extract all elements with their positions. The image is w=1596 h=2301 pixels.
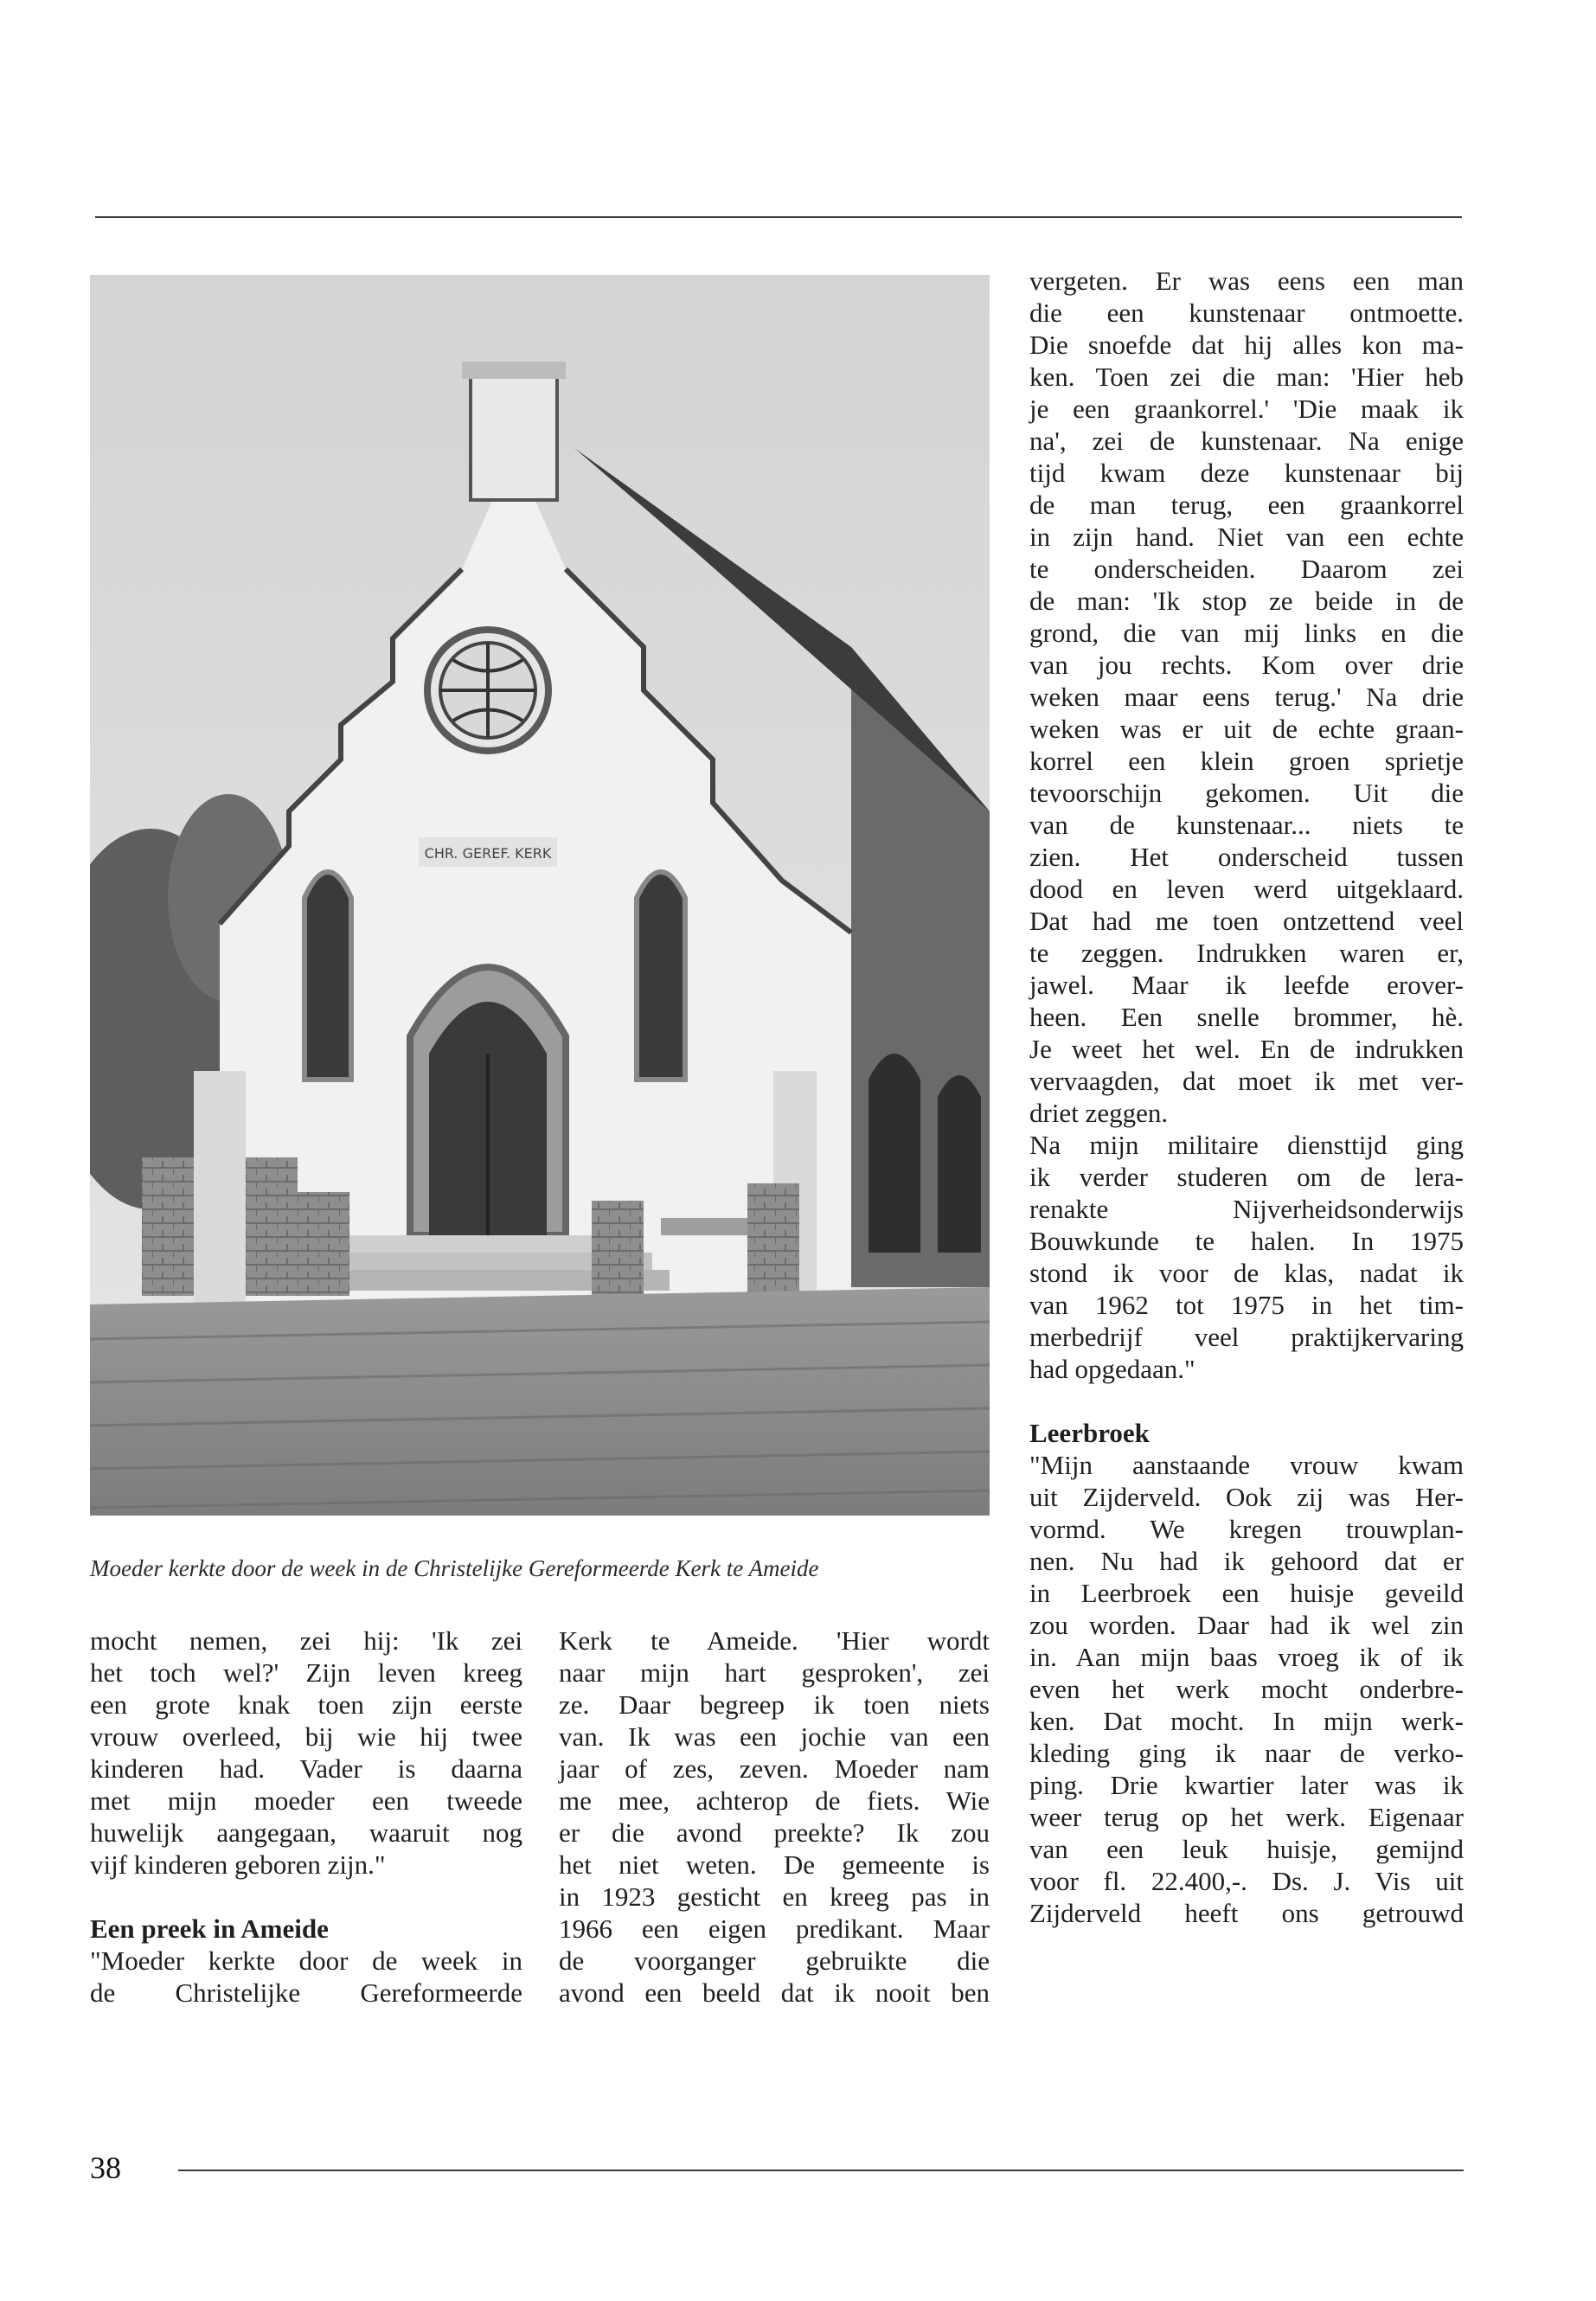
church-photo: [90, 275, 990, 1516]
section-heading-ameide: Een preek in Ameide: [90, 1913, 329, 1944]
text-line: de man terug, een graankorrel: [1029, 490, 1464, 520]
text-line: met mijn moeder een tweede: [90, 1785, 522, 1816]
bottom-rule: [178, 2170, 1464, 2171]
text-line: mocht nemen, zei hij: 'Ik zei: [90, 1625, 522, 1656]
text-line: tijd kwam deze kunstenaar bij: [1029, 458, 1464, 488]
text-line: uit Zijderveld. Ook zij was Her-: [1029, 1482, 1464, 1512]
text-line: in zijn hand. Niet van een echte: [1029, 522, 1464, 552]
text-line: weer terug op het werk. Eigenaar: [1029, 1802, 1464, 1832]
text-line: Na mijn militaire diensttijd ging: [1029, 1130, 1464, 1160]
text-line: vijf kinderen geboren zijn.": [90, 1849, 386, 1880]
text-line: de Christelijke Gereformeerde: [90, 1977, 522, 2008]
text-line: je een graankorrel.' 'Die maak ik: [1029, 394, 1464, 424]
text-line: had opgedaan.": [1029, 1354, 1195, 1384]
text-line: kleding ging ik naar de verko-: [1029, 1738, 1464, 1768]
text-line: de voorganger gebruikte die: [559, 1945, 990, 1976]
text-line: een grote knak toen zijn eerste: [90, 1689, 522, 1720]
text-line: ken. Toen zei die man: 'Hier heb: [1029, 362, 1464, 392]
text-line: driet zeggen.: [1029, 1098, 1169, 1128]
text-line: van de kunstenaar... niets te: [1029, 810, 1464, 840]
section-heading-leerbroek: Leerbroek: [1029, 1418, 1150, 1448]
text-line: nen. Nu had ik gehoord dat er: [1029, 1546, 1464, 1576]
text-line: Zijderveld heeft ons getrouwd: [1029, 1898, 1464, 1928]
text-line: in. Aan mijn baas vroeg ik of ik: [1029, 1642, 1464, 1672]
text-line: even het werk mocht onderbre-: [1029, 1674, 1464, 1704]
text-line: jawel. Maar ik leefde erover-: [1029, 970, 1464, 1000]
text-line: van. Ik was een jochie van een: [559, 1721, 990, 1752]
text-line: Die snoefde dat hij alles kon ma-: [1029, 330, 1464, 360]
text-line: grond, die van mij links en die: [1029, 618, 1464, 648]
text-line: heen. Een snelle brommer, hè.: [1029, 1002, 1464, 1032]
text-line: te zeggen. Indrukken waren er,: [1029, 938, 1464, 968]
text-line: 1966 een eigen predikant. Maar: [559, 1913, 990, 1944]
text-line: van jou rechts. Kom over drie: [1029, 650, 1464, 680]
text-line: jaar of zes, zeven. Moeder nam: [559, 1753, 990, 1784]
text-line: huwelijk aangegaan, waaruit nog: [90, 1817, 522, 1848]
text-line: dood en leven werd uitgeklaard.: [1029, 874, 1464, 904]
text-line: merbedrijf veel praktijkervaring: [1029, 1322, 1464, 1352]
text-line: kinderen had. Vader is daarna: [90, 1753, 522, 1784]
text-line: Kerk te Ameide. 'Hier wordt: [559, 1625, 990, 1656]
text-line: er die avond preekte? Ik zou: [559, 1817, 990, 1848]
text-line: ping. Drie kwartier later was ik: [1029, 1770, 1464, 1800]
text-line: weken maar eens terug.' Na drie: [1029, 682, 1464, 712]
text-line: vergeten. Er was eens een man: [1029, 266, 1464, 296]
top-rule: [95, 216, 1462, 218]
text-line: Je weet het wel. En de indrukken: [1029, 1034, 1464, 1064]
text-line: vormd. We kregen trouwplan-: [1029, 1514, 1464, 1544]
text-line: korrel een klein groen sprietje: [1029, 746, 1464, 776]
text-line: die een kunstenaar ontmoette.: [1029, 298, 1464, 328]
text-line: het toch wel?' Zijn leven kreeg: [90, 1657, 522, 1688]
text-line: renakte Nijverheidsonderwijs: [1029, 1194, 1464, 1224]
text-line: avond een beeld dat ik nooit ben: [559, 1977, 990, 2008]
text-line: "Mijn aanstaande vrouw kwam: [1029, 1450, 1464, 1480]
text-line: ken. Dat mocht. In mijn werk-: [1029, 1706, 1464, 1736]
text-line: voor fl. 22.400,-. Ds. J. Vis uit: [1029, 1866, 1464, 1896]
text-line: me mee, achterop de fiets. Wie: [559, 1785, 990, 1816]
text-line: in Leerbroek een huisje geveild: [1029, 1578, 1464, 1608]
text-line: zou worden. Daar had ik wel zin: [1029, 1610, 1464, 1640]
text-line: van een leuk huisje, gemijnd: [1029, 1834, 1464, 1864]
church-illustration: [90, 275, 990, 1516]
text-line: zien. Het onderscheid tussen: [1029, 842, 1464, 872]
text-line: "Moeder kerkte door de week in: [90, 1945, 522, 1976]
text-line: van 1962 tot 1975 in het tim-: [1029, 1290, 1464, 1320]
column-1: [90, 1625, 522, 2009]
text-line: vervaagden, dat moet ik met ver-: [1029, 1066, 1464, 1096]
text-line: het niet weten. De gemeente is: [559, 1849, 990, 1880]
text-line: ik verder studeren om de lera-: [1029, 1162, 1464, 1192]
photo-caption: Moeder kerkte door de week in de Christelijke Gereformeerde Kerk te Ameide: [90, 1555, 819, 1581]
page-number: 38: [90, 2150, 121, 2185]
text-line: na', zei de kunstenaar. Na enige: [1029, 426, 1464, 456]
text-line: naar mijn hart gesproken', zei: [559, 1657, 990, 1688]
text-line: de man: 'Ik stop ze beide in de: [1029, 586, 1464, 616]
text-line: weken was er uit de echte graan-: [1029, 714, 1464, 744]
text-line: tevoorschijn gekomen. Uit die: [1029, 778, 1464, 808]
church-sign-text: CHR. GEREF. KERK: [424, 845, 552, 862]
text-line: te onderscheiden. Daarom zei: [1029, 554, 1464, 584]
text-line: ze. Daar begreep ik toen niets: [559, 1689, 990, 1720]
text-line: vrouw overleed, bij wie hij twee: [90, 1721, 522, 1752]
text-line: Dat had me toen ontzettend veel: [1029, 906, 1464, 936]
column-2: [559, 1625, 990, 2009]
text-line: Bouwkunde te halen. In 1975: [1029, 1226, 1464, 1256]
column-3: [1029, 265, 1464, 1929]
text-line: stond ik voor de klas, nadat ik: [1029, 1258, 1464, 1288]
text-line: in 1923 gesticht en kreeg pas in: [559, 1881, 990, 1912]
